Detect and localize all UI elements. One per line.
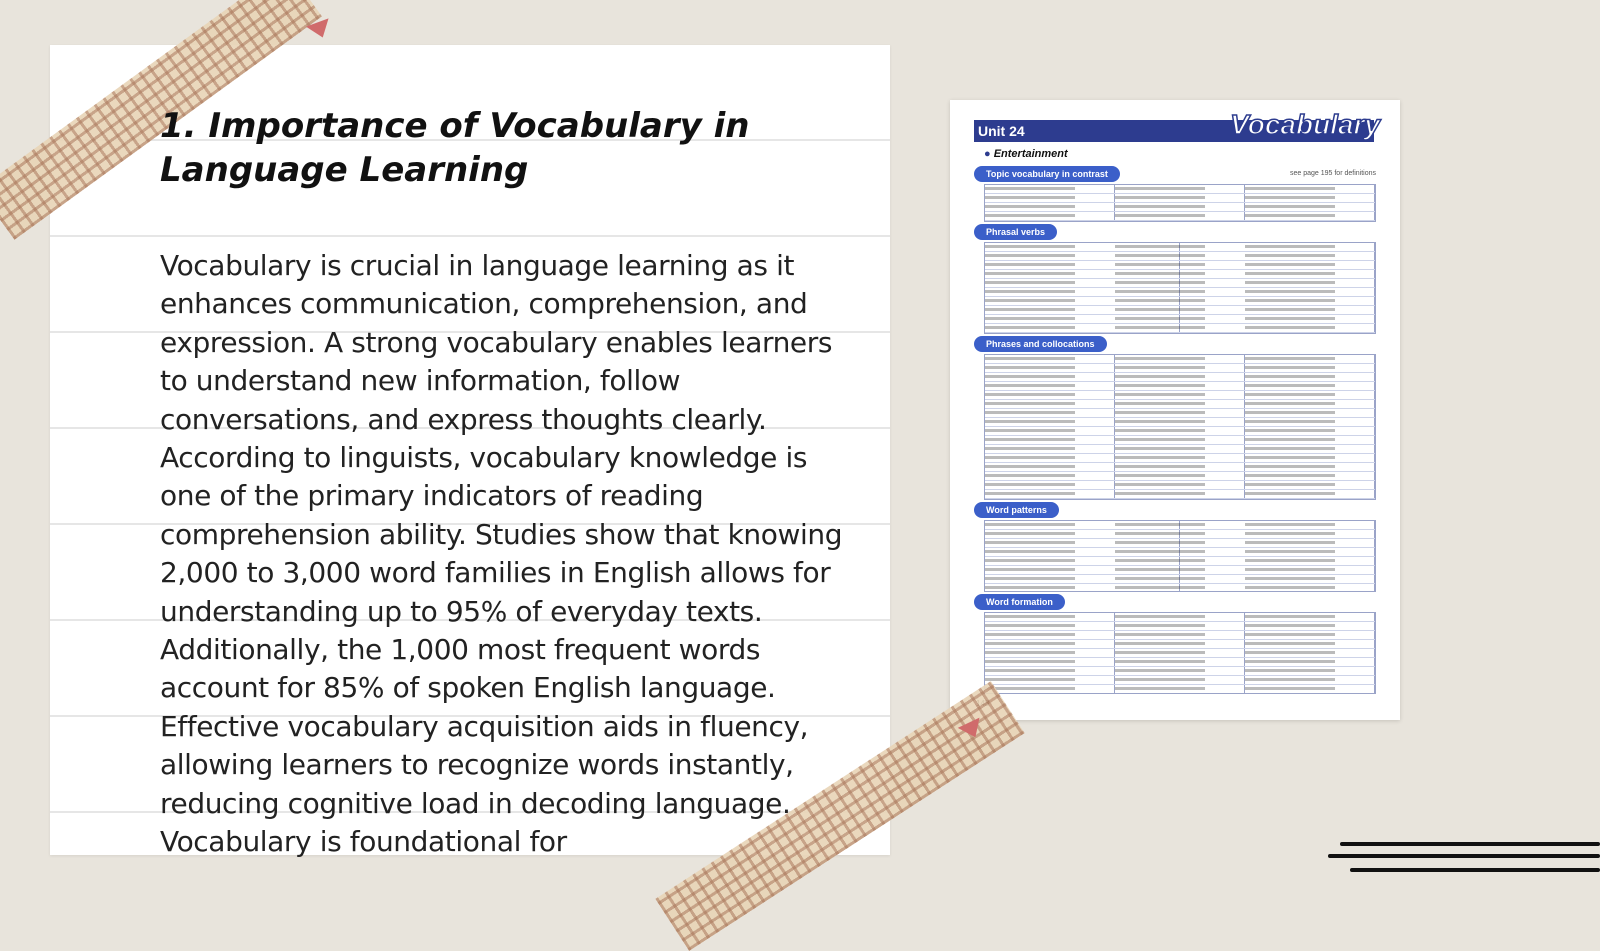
vocabulary-heading: Vocabulary [1230,109,1380,140]
phrasal-verbs-table [984,242,1376,334]
section-label: Phrasal verbs [974,224,1057,240]
brush-stroke [1350,868,1600,872]
topic-vocab-table [984,184,1376,222]
phrases-collocations-table [984,354,1376,500]
word-formation-table [984,612,1376,694]
topic-label: ● Entertainment [984,148,1068,160]
word-patterns-table [984,520,1376,592]
section-label: Phrases and collocations [974,336,1107,352]
section-label: Word patterns [974,502,1059,518]
brush-stroke [1328,854,1600,858]
textbook-page-image [950,100,1400,720]
see-also-note: see page 195 for definitions [1289,170,1376,177]
slide-title: 1. Importance of Vocabulary in Language Learning [160,106,750,190]
section-label: Word formation [974,594,1065,610]
section-label: Topic vocabulary in contrast [974,166,1120,182]
brush-stroke [1340,842,1600,846]
slide-body-text: Vocabulary is crucial in language learning as it enhances communication, comprehension, and expression. A strong vocabulary enables learners to understand new information, follow conversations, and express thoughts clearly. According to linguists, vocabulary knowledge is one of the primary indicators of reading comprehension ability. Studies show that knowing 2,000 to 3,000 word families in English allows for understanding up to 95% of everyday texts. Additionally, the 1,000 most frequent words account for 85% of spoken English language. Effective vocabulary acquisition aids in fluency, allowing learners to recognize words instantly, reducing cognitive load in decoding language. Vocabulary is foundational for [160,249,843,859]
unit-label: Unit 24 [978,123,1025,139]
